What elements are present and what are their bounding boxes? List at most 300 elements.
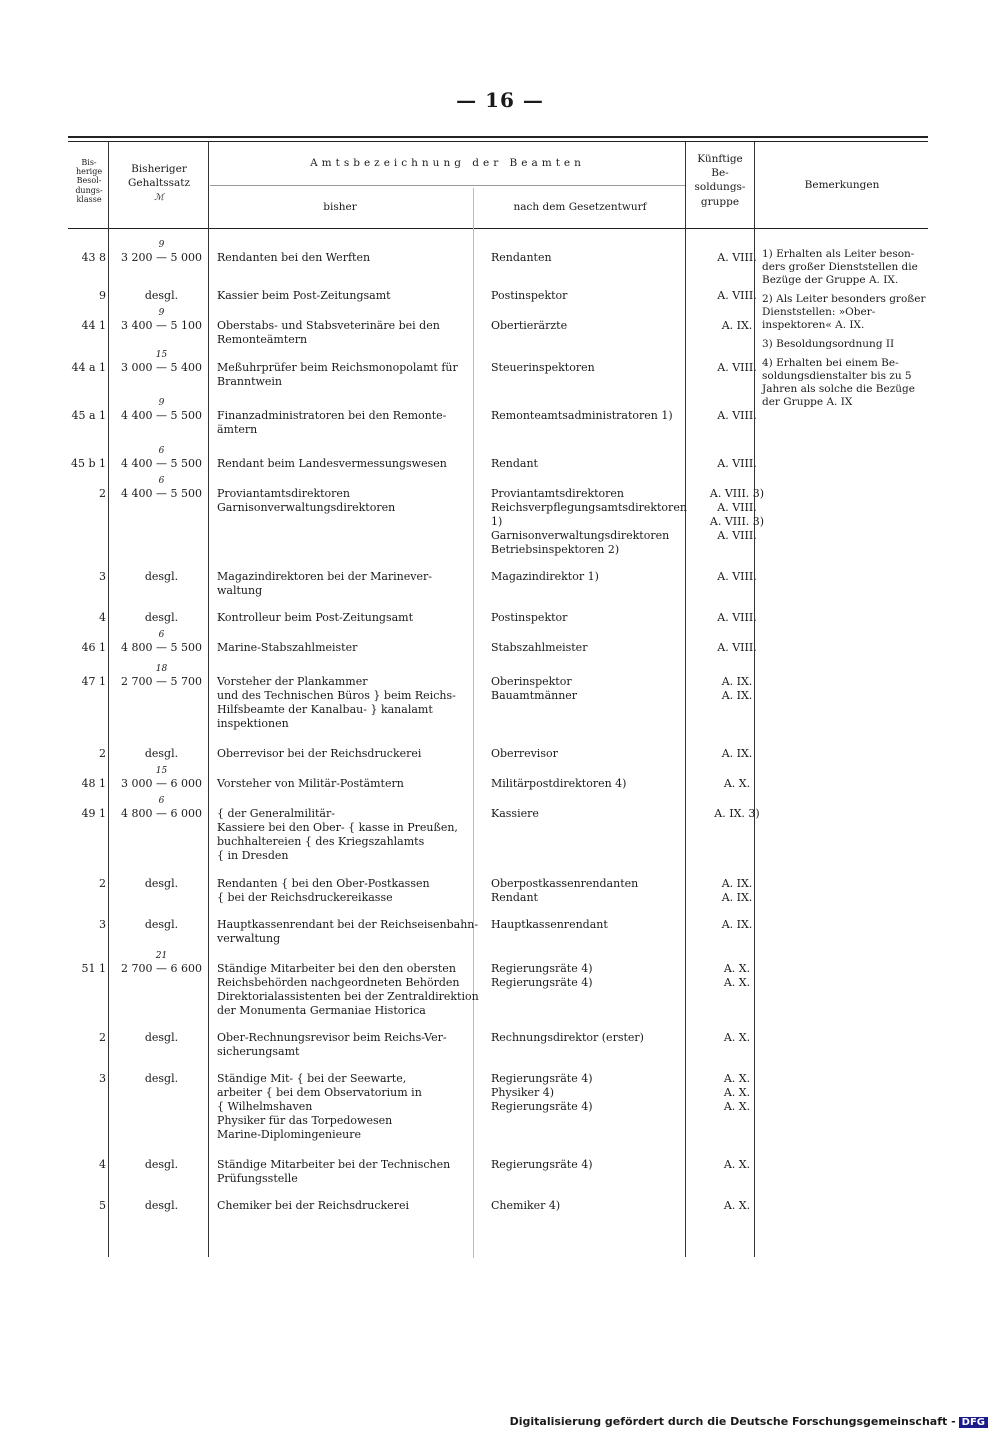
old-title-line: ämtern (217, 423, 258, 436)
new-title-line: Rendant (491, 457, 538, 470)
group-line: A. VIII. (717, 611, 757, 624)
spacer (217, 1061, 487, 1072)
table-row (68, 628, 940, 662)
spacer (491, 907, 699, 918)
table-row (68, 444, 940, 474)
group-line: A. VIII. (717, 289, 757, 302)
old-title-cell (215, 348, 489, 396)
salary-value: 3 000 — 5 400 (121, 361, 202, 374)
class-cell (68, 348, 108, 396)
spacer (491, 476, 699, 487)
header-salary-unit: ℳ (154, 193, 164, 204)
new-title-cell (489, 1186, 701, 1216)
group-line: A. VIII. (717, 570, 757, 583)
new-title-line: Proviantamtsdirektoren (491, 487, 625, 500)
old-title-line: { der Generalmilitär- (217, 807, 335, 820)
new-title-line: Betriebsinspektoren 2) (491, 543, 620, 556)
spacer (217, 866, 487, 877)
salary-value: 4 400 — 5 500 (121, 457, 202, 470)
salary-step (110, 600, 213, 611)
page-number: — 16 — (456, 88, 544, 112)
group-line: A. IX. 3) (714, 807, 760, 820)
old-title-line: buchhaltereien { des Kriegszahlamts (217, 835, 425, 848)
spacer (491, 664, 699, 675)
spacer (217, 308, 487, 319)
new-title-line: Steuerinspektoren (491, 361, 595, 374)
group-line: A. X. (723, 1031, 751, 1044)
remark-cell (773, 444, 940, 474)
class-value: 2 (99, 1031, 106, 1044)
old-title-line: Ober-Rechnungsrevisor beim Reichs-Ver- (217, 1031, 447, 1044)
spacer (217, 350, 487, 361)
group-cell (701, 794, 773, 864)
old-title-line: verwaltung (217, 932, 281, 945)
spacer (491, 736, 699, 747)
old-title-cell (215, 474, 489, 557)
old-title-line: Meßuhrprüfer beim Reichsmonopolamt für (217, 361, 458, 374)
class-cell (68, 474, 108, 557)
group-line: A. VIII. 3) (709, 487, 765, 500)
group-line: A. VIII. (717, 251, 757, 264)
new-title-cell (489, 1059, 701, 1145)
new-title-line: Physiker 4) (491, 1086, 555, 1099)
group-cell (701, 1059, 773, 1145)
salary-cell (108, 598, 215, 628)
old-title-cell (215, 1059, 489, 1145)
group-line: A. VIII. (717, 361, 757, 374)
salary-step: 15 (155, 766, 168, 776)
spacer (217, 796, 487, 807)
old-title-line: Prüfungsstelle (217, 1172, 298, 1185)
group-cell (701, 1186, 773, 1216)
new-title-line: Chemiker 4) (491, 1199, 561, 1212)
group-line: A. VIII. (717, 501, 757, 514)
class-cell (68, 1059, 108, 1145)
salary-step: 6 (158, 446, 165, 456)
new-title-line: Regierungsräte 4) (491, 1100, 593, 1113)
spacer (491, 446, 699, 457)
group-cell (701, 905, 773, 949)
group-cell (701, 764, 773, 794)
class-cell (68, 764, 108, 794)
old-title-line: Vorsteher der Plankammer (217, 675, 368, 688)
old-title-line: sicherungsamt (217, 1045, 300, 1058)
new-title-cell (489, 734, 701, 764)
new-title-line: Oberinspektor (491, 675, 572, 688)
old-title-cell (215, 1145, 489, 1186)
footer-text: Digitalisierung gefördert durch die Deutsche Forschungsgemeinschaft - (509, 1415, 956, 1428)
header-salary (112, 162, 206, 205)
spacer (491, 398, 699, 409)
new-title-line: Hauptkassenrendant (491, 918, 608, 931)
spacer (217, 240, 487, 251)
old-title-cell (215, 949, 489, 1018)
salary-step: 6 (158, 796, 165, 806)
salary-value: desgl. (144, 570, 179, 583)
group-line: A. IX. (721, 877, 753, 890)
spacer (217, 446, 487, 457)
group-cell (701, 864, 773, 905)
group-line: A. IX. (721, 918, 753, 931)
spacer (703, 1147, 771, 1158)
table-row (68, 662, 940, 734)
remark-cell (773, 628, 940, 662)
salary-value: 3 000 — 6 000 (121, 777, 202, 790)
new-title-cell (489, 396, 701, 444)
top-rule (68, 136, 928, 138)
old-title-line: Oberrevisor bei der Reichsdruckerei (217, 747, 422, 760)
salary-cell (108, 444, 215, 474)
dfg-logo: DFG (959, 1417, 988, 1428)
salary-cell (108, 1059, 215, 1145)
spacer (703, 476, 771, 487)
table-row (68, 1059, 940, 1145)
spacer (217, 398, 487, 409)
salary-value: desgl. (144, 918, 179, 931)
class-value: 9 (99, 289, 106, 302)
old-title-line: Hauptkassenrendant bei der Reichseisenbahn- (217, 918, 479, 931)
class-cell (68, 557, 108, 598)
remarks-notes (762, 248, 928, 415)
table-row (68, 764, 940, 794)
salary-step (110, 1020, 213, 1031)
spacer (217, 736, 487, 747)
spacer (703, 1188, 771, 1199)
remark-cell (773, 764, 940, 794)
salary-value: 2 700 — 5 700 (121, 675, 202, 688)
spacer (703, 308, 771, 319)
new-title-cell (489, 764, 701, 794)
old-title-line: Garnisonverwaltungsdirektoren (217, 501, 396, 514)
new-title-line: Militärpostdirektoren 4) (491, 777, 627, 790)
old-title-line: Physiker für das Torpedowesen (217, 1114, 393, 1127)
class-cell (68, 662, 108, 734)
group-line: A. X. (723, 1072, 751, 1085)
group-line: A. VIII. (717, 529, 757, 542)
salary-cell (108, 306, 215, 348)
spacer (703, 559, 771, 570)
new-title-line: Regierungsräte 4) (491, 1072, 593, 1085)
spacer (217, 907, 487, 918)
new-title-cell (489, 662, 701, 734)
group-cell (701, 734, 773, 764)
group-line: A. X. (723, 777, 751, 790)
header-subrule (210, 185, 685, 186)
group-line: A. X. (723, 962, 751, 975)
old-title-line: { Wilhelmshaven (217, 1100, 313, 1113)
class-value: 51 1 (81, 962, 106, 975)
spacer (491, 559, 699, 570)
salary-step: 9 (158, 308, 165, 318)
old-title-line: Hilfsbeamte der Kanalbau- } kanalamt (217, 703, 433, 716)
remark-cell (773, 794, 940, 864)
old-title-line: Kassier beim Post-Zeitungsamt (217, 289, 391, 302)
group-line: A. IX. (721, 319, 753, 332)
old-title-cell (215, 628, 489, 662)
table-row (68, 734, 940, 764)
spacer (491, 308, 699, 319)
old-title-line: Kontrolleur beim Post-Zeitungsamt (217, 611, 414, 624)
old-title-line: Reichsbehörden nachgeordneten Behörden (217, 976, 460, 989)
old-title-line: inspektionen (217, 717, 289, 730)
old-title-cell (215, 238, 489, 276)
remark-cell (773, 1145, 940, 1186)
spacer (491, 278, 699, 289)
salary-cell (108, 1018, 215, 1059)
spacer (491, 350, 699, 361)
spacer (703, 866, 771, 877)
salary-value: desgl. (144, 877, 179, 890)
old-title-line: Finanzadministratoren bei den Remonte- (217, 409, 447, 422)
group-line: A. VIII. (717, 457, 757, 470)
old-title-cell (215, 1186, 489, 1216)
spacer (217, 476, 487, 487)
class-cell (68, 1186, 108, 1216)
spacer (217, 630, 487, 641)
group-cell (701, 949, 773, 1018)
old-title-line: Branntwein (217, 375, 283, 388)
old-title-cell (215, 794, 489, 864)
class-cell (68, 238, 108, 276)
class-cell (68, 794, 108, 864)
table-row (68, 557, 940, 598)
new-title-line: Regierungsräte 4) (491, 976, 593, 989)
class-cell (68, 1145, 108, 1186)
table-row (68, 949, 940, 1018)
class-value: 3 (99, 1072, 106, 1085)
old-title-line: Kassiere bei den Ober- { kasse in Preußen, (217, 821, 458, 834)
new-title-cell (489, 444, 701, 474)
new-title-line: Rendant (491, 891, 538, 904)
salary-value: desgl. (144, 1031, 179, 1044)
class-cell (68, 905, 108, 949)
remark-cell (773, 949, 940, 1018)
class-value: 45 b 1 (70, 457, 106, 470)
old-title-line: Remonteämtern (217, 333, 308, 346)
spacer (491, 796, 699, 807)
salary-step: 18 (155, 664, 168, 674)
old-title-cell (215, 396, 489, 444)
spacer (491, 1020, 699, 1031)
old-title-line: Oberstabs- und Stabsveterinäre bei den (217, 319, 440, 332)
salary-value: desgl. (144, 1072, 179, 1085)
salary-cell (108, 949, 215, 1018)
spacer (217, 664, 487, 675)
remark-cell (773, 734, 940, 764)
salary-step: 15 (155, 350, 168, 360)
new-title-cell (489, 1018, 701, 1059)
spacer (703, 398, 771, 409)
new-title-line: Stabszahlmeister (491, 641, 588, 654)
note-2: 2) Als Leiter besonders großer Dienststellen: »Ober- inspektoren« A. IX. (762, 293, 926, 331)
old-title-line: arbeiter { bei dem Observatorium in (217, 1086, 422, 1099)
class-value: 47 1 (81, 675, 106, 688)
new-title-cell (489, 598, 701, 628)
class-value: 4 (99, 611, 106, 624)
old-title-line: der Monumenta Germaniae Historica (217, 1004, 426, 1017)
group-line: A. VIII. 3) (709, 515, 765, 528)
salary-value: desgl. (144, 1199, 179, 1212)
group-line: A. VIII. (717, 409, 757, 422)
new-title-cell (489, 238, 701, 276)
class-cell (68, 949, 108, 1018)
old-title-line: Ständige Mitarbeiter bei den den obersten (217, 962, 456, 975)
spacer (703, 630, 771, 641)
table-row (68, 598, 940, 628)
table-row (68, 1186, 940, 1216)
salary-step (110, 278, 213, 289)
class-cell (68, 396, 108, 444)
group-line: A. X. (723, 1086, 751, 1099)
group-cell (701, 598, 773, 628)
new-title-line: Rechnungsdirektor (erster) (491, 1031, 644, 1044)
new-title-cell (489, 306, 701, 348)
salary-cell (108, 348, 215, 396)
table-row (68, 864, 940, 905)
salary-step: 6 (158, 476, 165, 486)
spacer (491, 1147, 699, 1158)
salary-cell (108, 238, 215, 276)
new-title-line: Magazindirektor 1) (491, 570, 599, 583)
salary-step (110, 559, 213, 570)
header-salary-label: Bisheriger Gehaltssatz (128, 163, 190, 190)
spacer (703, 600, 771, 611)
new-title-cell (489, 557, 701, 598)
salary-cell (108, 864, 215, 905)
class-value: 2 (99, 487, 106, 500)
class-value: 5 (99, 1199, 106, 1212)
new-title-line: Regierungsräte 4) (491, 962, 593, 975)
old-title-cell (215, 864, 489, 905)
new-title-line: Bauamtmänner (491, 689, 578, 702)
old-title-line: Ständige Mit- { bei der Seewarte, (217, 1072, 407, 1085)
group-line: A. X. (723, 1100, 751, 1113)
old-title-cell (215, 276, 489, 306)
new-title-cell (489, 864, 701, 905)
spacer (217, 600, 487, 611)
new-title-line: Oberrevisor (491, 747, 558, 760)
class-cell (68, 444, 108, 474)
old-title-cell (215, 598, 489, 628)
class-value: 4 (99, 1158, 106, 1171)
spacer (217, 1147, 487, 1158)
salary-value: desgl. (144, 289, 179, 302)
spacer (217, 278, 487, 289)
salary-step: 6 (158, 630, 165, 640)
header-group: Künftige Be-soldungs-gruppe (694, 153, 746, 208)
spacer (703, 736, 771, 747)
new-title-cell (489, 276, 701, 306)
salary-step (110, 866, 213, 877)
spacer (217, 559, 487, 570)
class-value: 48 1 (81, 777, 106, 790)
salary-value: desgl. (144, 611, 179, 624)
old-title-line: Marine-Diplomingenieure (217, 1128, 361, 1141)
old-title-line: { in Dresden (217, 849, 289, 862)
note-3: 3) Besoldungsordnung II (762, 338, 895, 350)
new-title-line: Obertierärzte (491, 319, 568, 332)
salary-value: 4 800 — 5 500 (121, 641, 202, 654)
class-value: 2 (99, 747, 106, 760)
top-rule-thin (68, 141, 928, 142)
class-value: 44 1 (81, 319, 106, 332)
spacer (491, 1061, 699, 1072)
spacer (703, 951, 771, 962)
remark-cell (773, 474, 940, 557)
old-title-line: Marine-Stabszahlmeister (217, 641, 358, 654)
old-title-line: waltung (217, 584, 263, 597)
new-title-line: Garnisonverwaltungsdirektoren (491, 529, 670, 542)
new-title-line: Regierungsräte 4) (491, 1158, 593, 1171)
salary-value: 4 400 — 5 500 (121, 409, 202, 422)
salary-value: 2 700 — 6 600 (121, 962, 202, 975)
salary-cell (108, 628, 215, 662)
remark-cell (773, 1059, 940, 1145)
salary-cell (108, 794, 215, 864)
remark-cell (773, 557, 940, 598)
salary-value: 4 800 — 6 000 (121, 807, 202, 820)
group-cell (701, 1018, 773, 1059)
spacer (491, 766, 699, 777)
spacer (703, 907, 771, 918)
new-title-line: Rendanten (491, 251, 552, 264)
old-title-line: Direktorialassistenten bei der Zentraldirektion (217, 990, 479, 1003)
header-title-new: nach dem Gesetzentwurf (513, 201, 647, 213)
old-title-cell (215, 444, 489, 474)
class-value: 3 (99, 570, 106, 583)
class-value: 43 8 (81, 251, 106, 264)
salary-cell (108, 557, 215, 598)
old-title-line: Vorsteher von Militär-Postämtern (217, 777, 404, 790)
remark-cell (773, 662, 940, 734)
footer-credit (510, 1415, 988, 1428)
old-title-cell (215, 734, 489, 764)
new-title-line: Reichsverpflegungsamtsdirektoren 1) (491, 501, 687, 528)
salary-step (110, 1188, 213, 1199)
spacer (217, 1188, 487, 1199)
old-title-line: Magazindirektoren bei der Marinever- (217, 570, 432, 583)
spacer (703, 278, 771, 289)
spacer (491, 240, 699, 251)
spacer (703, 796, 771, 807)
old-title-line: Chemiker bei der Reichsdruckerei (217, 1199, 409, 1212)
salary-value: 3 200 — 5 000 (121, 251, 202, 264)
new-title-cell (489, 905, 701, 949)
spacer (217, 951, 487, 962)
remark-cell (773, 864, 940, 905)
old-title-line: Ständige Mitarbeiter bei der Technischen (217, 1158, 451, 1171)
group-cell (701, 557, 773, 598)
spacer (217, 766, 487, 777)
spacer (703, 446, 771, 457)
salary-cell (108, 905, 215, 949)
group-cell (701, 662, 773, 734)
new-title-line: Postinspektor (491, 289, 568, 302)
spacer (703, 240, 771, 251)
remark-cell (773, 905, 940, 949)
header-rule (68, 228, 928, 229)
old-title-cell (215, 1018, 489, 1059)
salary-cell (108, 1145, 215, 1186)
class-cell (68, 1018, 108, 1059)
class-value: 44 a 1 (71, 361, 106, 374)
class-value: 46 1 (81, 641, 106, 654)
salary-step (110, 907, 213, 918)
group-line: A. IX. (721, 747, 753, 760)
spacer (491, 600, 699, 611)
salary-cell (108, 764, 215, 794)
note-4: 4) Erhalten bei einem Be- soldungsdienstalter bis zu 5 Jahren als solche die Bezüge der Gruppe A. IX (762, 357, 915, 408)
